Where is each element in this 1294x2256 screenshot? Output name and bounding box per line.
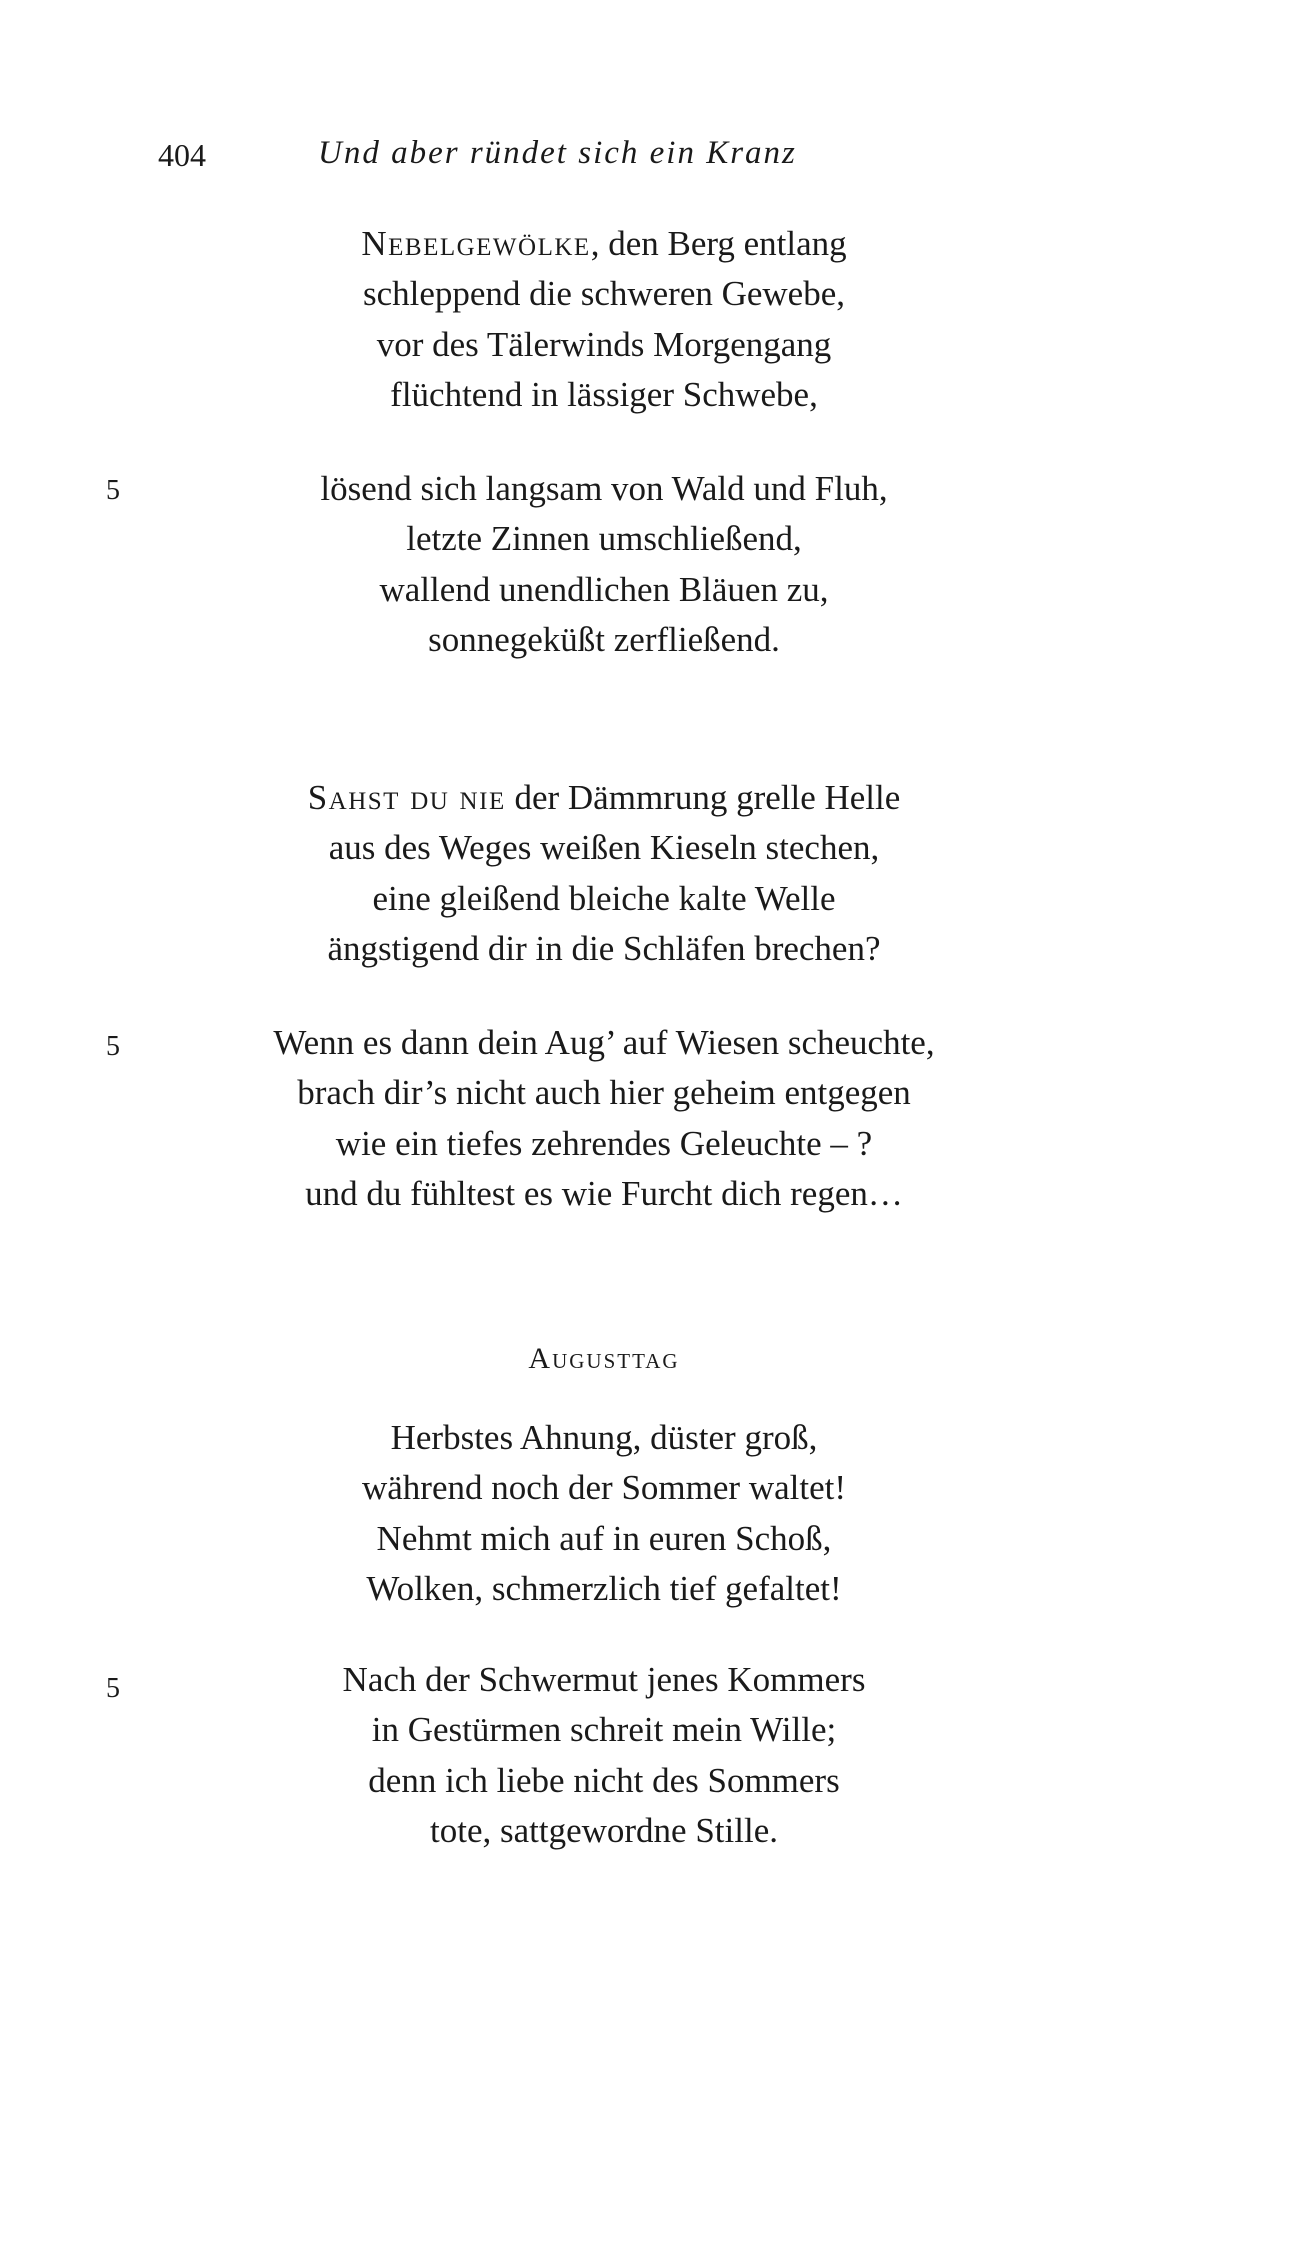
verse-line: Wolken, schmerzlich tief gefaltet! — [366, 1569, 842, 1609]
poem-1-stanza-2 — [204, 464, 1004, 666]
verse-line: sonnegeküßt zerfließend. — [428, 620, 780, 660]
verse-line: tote, sattgewordne Stille. — [430, 1811, 778, 1851]
poem-2-stanza-2 — [204, 1018, 1004, 1220]
poem-1-stanza-1 — [204, 219, 1004, 421]
verse-line: Nehmt mich auf in euren Schoß, — [376, 1518, 832, 1558]
verse-line: brach dir’s nicht auch hier geheim entgegen — [297, 1073, 911, 1113]
verse-line: vor des Tälerwinds Morgengang — [376, 324, 832, 364]
verse-line: aus des Weges weißen Kieseln stechen, — [328, 828, 880, 868]
verse-line — [204, 773, 1004, 823]
verse-text: , den Berg entlang — [590, 224, 847, 263]
page-number: 404 — [158, 137, 206, 173]
poem-3-stanza-1 — [204, 1413, 1004, 1615]
verse-line: Nach der Schwermut jenes Kommers — [342, 1660, 866, 1699]
line-number: 5 — [106, 1673, 120, 1704]
line-number: 5 — [106, 475, 120, 506]
verse-text: der Dämmrung grelle Helle — [505, 778, 901, 817]
verse-line: flüchtend in lässiger Schwebe, — [390, 375, 818, 415]
verse-line: eine gleißend bleiche kalte Welle — [372, 878, 836, 918]
poem-3-stanza-2 — [204, 1655, 1004, 1857]
poem-2-stanza-1 — [204, 773, 1004, 975]
running-title: Und aber ründet sich ein Kranz — [318, 135, 797, 171]
verse-line: wie ein tiefes zehrendes Geleuchte – ? — [335, 1123, 873, 1163]
poem-incipit: Sahst du nie — [307, 778, 506, 817]
verse-line: schleppend die schweren Gewebe, — [362, 274, 846, 314]
verse-line: denn ich liebe nicht des Sommers — [368, 1760, 840, 1800]
verse-line: letzte Zinnen umschließend, — [406, 519, 802, 559]
poem-title: Augusttag — [528, 1342, 680, 1375]
verse-line: lösend sich langsam von Wald und Fluh, — [320, 469, 888, 508]
verse-line: Herbstes Ahnung, düster groß, — [390, 1418, 818, 1457]
verse-line — [204, 219, 1004, 269]
verse-line: in Gestürmen schreit mein Wille; — [371, 1710, 837, 1750]
verse-line: Wenn es dann dein Aug’ auf Wiesen scheuchte, — [273, 1023, 935, 1062]
verse-line: ängstigend dir in die Schläfen brechen? — [327, 929, 881, 969]
verse-line: wallend unendlichen Bläuen zu, — [379, 569, 829, 609]
poem-incipit: Nebelgewölke — [361, 224, 591, 263]
line-number: 5 — [106, 1031, 120, 1062]
verse-line: während noch der Sommer waltet! — [361, 1468, 846, 1508]
verse-line: und du fühltest es wie Furcht dich regen… — [305, 1174, 903, 1214]
